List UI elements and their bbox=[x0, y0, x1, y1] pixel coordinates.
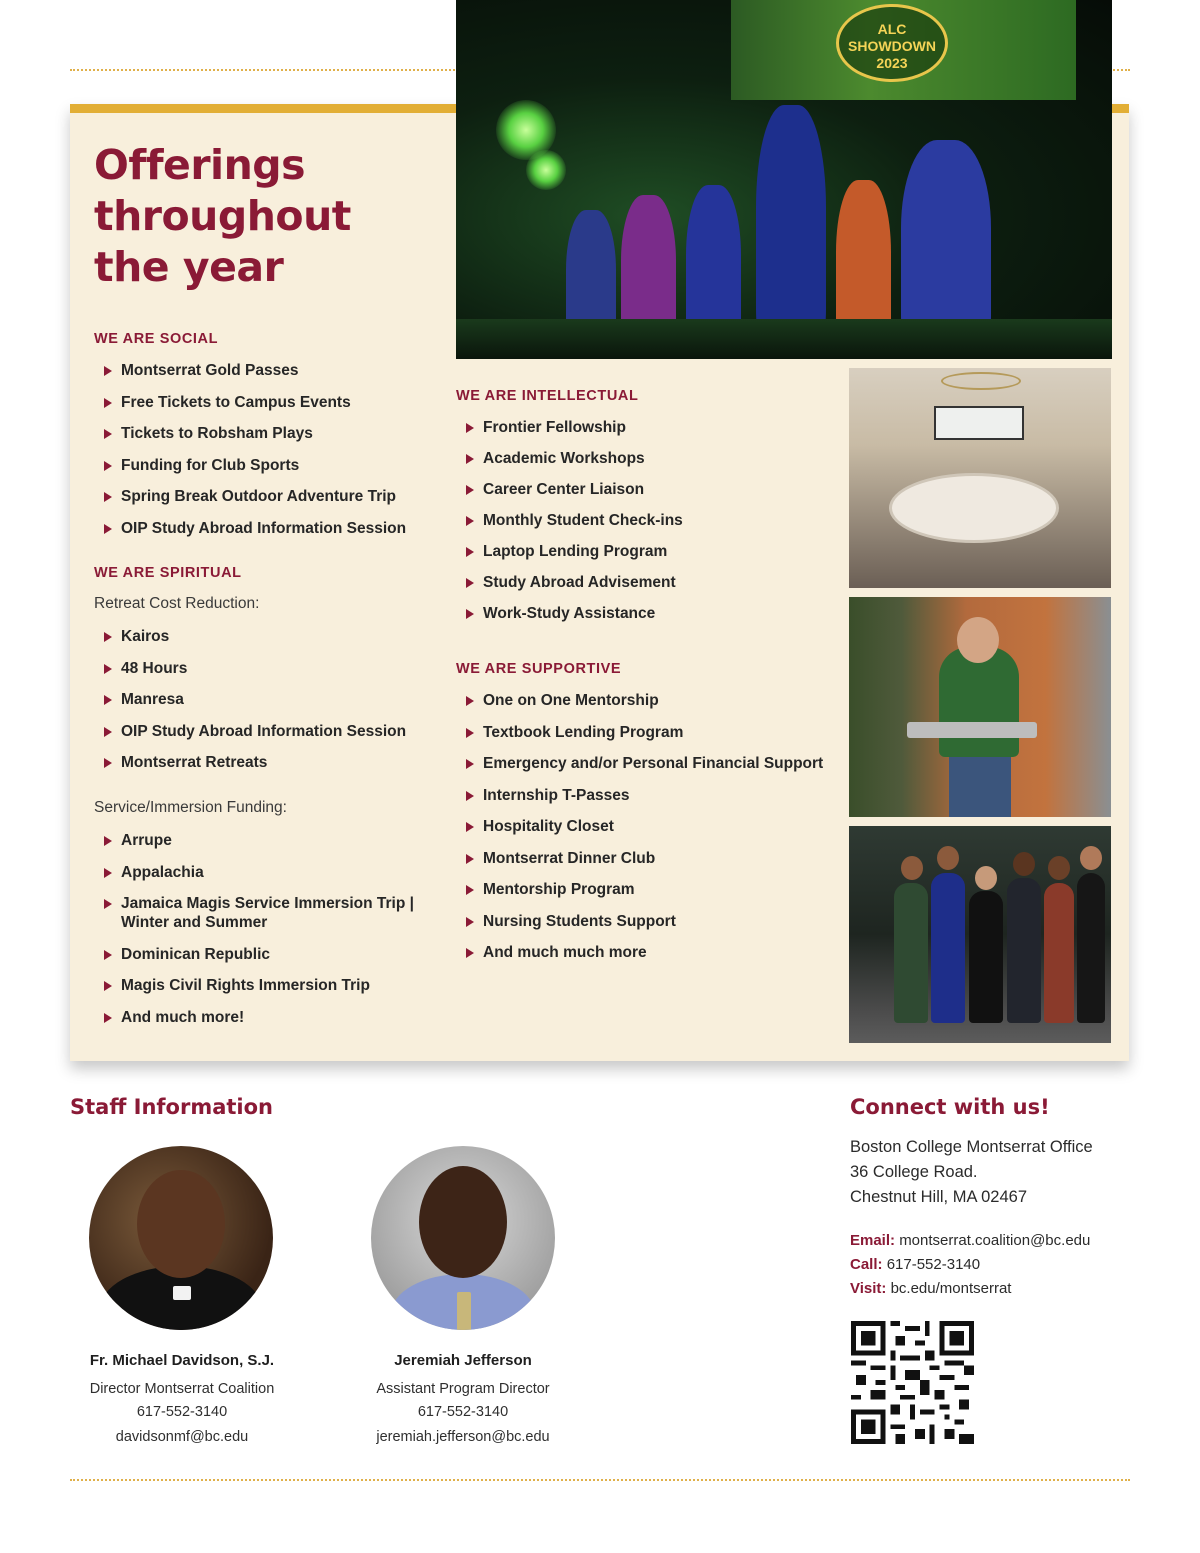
arrow-bullet-icon bbox=[466, 454, 474, 464]
connect-heading: Connect with us! bbox=[850, 1095, 1050, 1119]
arrow-bullet-icon bbox=[104, 950, 112, 960]
list-item bbox=[94, 1008, 434, 1027]
list-item-text: And much more! bbox=[121, 1008, 245, 1026]
intellectual-list bbox=[456, 418, 683, 635]
list-item-text: Internship T-Passes bbox=[483, 786, 630, 804]
person-head bbox=[957, 617, 999, 663]
showdown-logo: ALC SHOWDOWN 2023 bbox=[836, 4, 948, 82]
list-item-text: Work-Study Assistance bbox=[483, 605, 656, 622]
arrow-bullet-icon bbox=[104, 758, 112, 768]
list-item-text: Kairos bbox=[121, 628, 170, 645]
group-formal-photo bbox=[849, 826, 1111, 1043]
list-item bbox=[456, 480, 683, 499]
list-item bbox=[456, 880, 823, 899]
arrow-bullet-icon bbox=[104, 366, 112, 376]
email-link[interactable]: montserrat.coalition@bc.edu bbox=[899, 1232, 1091, 1249]
visit-label: Visit: bbox=[850, 1280, 887, 1297]
list-item-text: Nursing Students Support bbox=[483, 912, 676, 930]
jamaica-trip-photo bbox=[849, 597, 1111, 817]
arrow-bullet-icon bbox=[466, 948, 474, 958]
arrow-bullet-icon bbox=[466, 696, 474, 706]
stage-light bbox=[526, 150, 566, 190]
arrow-bullet-icon bbox=[466, 423, 474, 433]
list-item bbox=[94, 753, 406, 772]
group-member bbox=[1077, 873, 1105, 1023]
intellectual-heading: WE ARE INTELLECTUAL bbox=[456, 388, 639, 404]
staff-portrait-davidson bbox=[89, 1146, 273, 1330]
list-item-text: Montserrat Dinner Club bbox=[483, 849, 656, 867]
staff-role-jefferson: Assistant Program Director bbox=[376, 1381, 550, 1397]
social-heading: WE ARE SOCIAL bbox=[94, 331, 219, 347]
retreat-note: Retreat Cost Reduction: bbox=[94, 595, 260, 612]
arrow-bullet-icon bbox=[104, 836, 112, 846]
group-member bbox=[1044, 883, 1074, 1023]
group-member-head bbox=[901, 856, 923, 880]
arrow-bullet-icon bbox=[104, 1013, 112, 1023]
arrow-bullet-icon bbox=[104, 981, 112, 991]
arrow-bullet-icon bbox=[104, 868, 112, 878]
list-item-text: Funding for Club Sports bbox=[121, 456, 300, 474]
list-item bbox=[456, 691, 823, 710]
list-item bbox=[94, 690, 406, 709]
list-item bbox=[94, 361, 406, 380]
group-member-head bbox=[937, 846, 959, 870]
arrow-bullet-icon bbox=[466, 917, 474, 927]
list-item-text: Spring Break Outdoor Adventure Trip bbox=[121, 488, 397, 505]
qr-code-icon[interactable] bbox=[851, 1321, 974, 1444]
list-item bbox=[456, 723, 823, 742]
list-item-text: Montserrat Gold Passes bbox=[121, 362, 299, 379]
list-item-text: Arrupe bbox=[121, 832, 172, 849]
group-member bbox=[969, 891, 1003, 1023]
staff-heading: Staff Information bbox=[70, 1095, 274, 1119]
staff-name-jefferson: Jeremiah Jefferson bbox=[394, 1352, 532, 1369]
person-shirt bbox=[939, 647, 1019, 757]
list-item-text: Montserrat Retreats bbox=[121, 754, 268, 771]
stage-performance-photo bbox=[456, 0, 1112, 359]
list-item bbox=[456, 943, 823, 962]
staff-name-davidson: Fr. Michael Davidson, S.J. bbox=[89, 1352, 275, 1369]
list-item-text: Free Tickets to Campus Events bbox=[121, 393, 351, 411]
list-item bbox=[94, 424, 406, 443]
group-member-head bbox=[1080, 846, 1102, 870]
contact-email bbox=[850, 1232, 1090, 1249]
staff-portrait-jefferson bbox=[371, 1146, 555, 1330]
list-item-text: Academic Workshops bbox=[483, 450, 645, 467]
service-note: Service/Immersion Funding: bbox=[94, 799, 287, 816]
list-item bbox=[94, 519, 406, 538]
arrow-bullet-icon bbox=[466, 854, 474, 864]
staff-phone-davidson: 617-552-3140 bbox=[136, 1404, 228, 1420]
social-list bbox=[94, 361, 406, 550]
list-item-text: Tickets to Robsham Plays bbox=[121, 425, 313, 442]
chandelier bbox=[941, 372, 1021, 390]
visit-link[interactable]: bc.edu/montserrat bbox=[890, 1280, 1012, 1297]
arrow-bullet-icon bbox=[466, 547, 474, 557]
supportive-list bbox=[456, 691, 823, 975]
wall-art bbox=[934, 406, 1024, 440]
arrow-bullet-icon bbox=[466, 728, 474, 738]
arrow-bullet-icon bbox=[466, 485, 474, 495]
spiritual-heading: WE ARE SPIRITUAL bbox=[94, 565, 242, 581]
list-item-text: Magis Civil Rights Immersion Trip bbox=[121, 977, 370, 994]
list-item-text: Emergency and/or Personal Financial Support bbox=[483, 755, 824, 772]
list-item bbox=[94, 894, 434, 932]
arrow-bullet-icon bbox=[104, 461, 112, 471]
list-item-text: 48 Hours bbox=[121, 659, 188, 677]
list-item-text: Monthly Student Check-ins bbox=[483, 512, 683, 529]
staff-role-davidson: Director Montserrat Coalition bbox=[89, 1381, 275, 1397]
call-label: Call: bbox=[850, 1256, 883, 1273]
dinner-club-photo bbox=[849, 368, 1111, 588]
arrow-bullet-icon bbox=[466, 516, 474, 526]
arrow-bullet-icon bbox=[104, 492, 112, 502]
list-item bbox=[94, 487, 406, 506]
list-item-text: Textbook Lending Program bbox=[483, 723, 684, 741]
staff-phone-jefferson: 617-552-3140 bbox=[417, 1404, 509, 1420]
list-item bbox=[94, 863, 434, 882]
list-item bbox=[456, 542, 683, 561]
list-item-text: Appalachia bbox=[121, 863, 204, 881]
page-title: Offerings throughout the year bbox=[94, 141, 351, 291]
arrow-bullet-icon bbox=[466, 759, 474, 769]
address-line-2: 36 College Road. bbox=[850, 1163, 978, 1181]
group-member-head bbox=[1013, 852, 1035, 876]
list-item bbox=[456, 573, 683, 592]
list-item bbox=[94, 393, 406, 412]
list-item bbox=[94, 627, 406, 646]
list-item bbox=[94, 659, 406, 678]
list-item bbox=[94, 722, 406, 741]
arrow-bullet-icon bbox=[104, 398, 112, 408]
group-member bbox=[931, 873, 965, 1023]
address-line-3: Chestnut Hill, MA 02467 bbox=[850, 1188, 1028, 1206]
list-item bbox=[94, 945, 434, 964]
list-item bbox=[456, 817, 823, 836]
list-item bbox=[94, 456, 406, 475]
group-member-head bbox=[975, 866, 997, 890]
food-tray bbox=[907, 722, 1037, 738]
list-item-text: Jamaica Magis Service Immersion Trip | Winter and Summer bbox=[121, 895, 414, 931]
call-number[interactable]: 617-552-3140 bbox=[886, 1256, 981, 1273]
list-item bbox=[94, 976, 434, 995]
list-item bbox=[456, 786, 823, 805]
list-item-text: OIP Study Abroad Information Session bbox=[121, 722, 407, 740]
arrow-bullet-icon bbox=[466, 885, 474, 895]
arrow-bullet-icon bbox=[104, 695, 112, 705]
group-member bbox=[894, 883, 928, 1023]
email-label: Email: bbox=[850, 1232, 896, 1249]
arrow-bullet-icon bbox=[466, 578, 474, 588]
list-item-text: And much much more bbox=[483, 944, 647, 961]
arrow-bullet-icon bbox=[104, 632, 112, 642]
contact-visit bbox=[850, 1280, 1011, 1297]
address-line-1: Boston College Montserrat Office bbox=[850, 1138, 1093, 1156]
list-item-text: Hospitality Closet bbox=[483, 818, 614, 835]
arrow-bullet-icon bbox=[104, 899, 112, 909]
list-item-text: Frontier Fellowship bbox=[483, 419, 626, 436]
staff-email-jefferson[interactable]: jeremiah.jefferson@bc.edu bbox=[376, 1429, 550, 1445]
arrow-bullet-icon bbox=[466, 791, 474, 801]
list-item-text: Dominican Republic bbox=[121, 945, 270, 963]
arrow-bullet-icon bbox=[104, 429, 112, 439]
supportive-heading: WE ARE SUPPORTIVE bbox=[456, 661, 622, 677]
service-list bbox=[94, 831, 434, 1039]
arrow-bullet-icon bbox=[466, 822, 474, 832]
list-item bbox=[456, 912, 823, 931]
list-item bbox=[456, 511, 683, 530]
staff-email-davidson[interactable]: davidsonmf@bc.edu bbox=[115, 1429, 249, 1445]
list-item-text: One on One Mentorship bbox=[483, 692, 659, 709]
list-item-text: OIP Study Abroad Information Session bbox=[121, 519, 407, 537]
contact-call bbox=[850, 1256, 980, 1273]
arrow-bullet-icon bbox=[104, 727, 112, 737]
list-item bbox=[94, 831, 434, 850]
arrow-bullet-icon bbox=[104, 664, 112, 674]
round-table bbox=[889, 473, 1059, 543]
list-item-text: Laptop Lending Program bbox=[483, 543, 668, 560]
retreat-list bbox=[94, 627, 406, 785]
group-member bbox=[1007, 878, 1041, 1023]
list-item-text: Mentorship Program bbox=[483, 881, 635, 898]
group-member-head bbox=[1048, 856, 1070, 880]
list-item bbox=[456, 449, 683, 468]
list-item-text: Career Center Liaison bbox=[483, 481, 645, 498]
list-item bbox=[456, 754, 823, 773]
person-legs bbox=[949, 752, 1011, 817]
list-item bbox=[456, 418, 683, 437]
list-item bbox=[456, 849, 823, 868]
list-item-text: Manresa bbox=[121, 691, 184, 708]
list-item bbox=[456, 604, 683, 623]
bottom-dotted-divider bbox=[70, 1479, 1130, 1481]
arrow-bullet-icon bbox=[466, 609, 474, 619]
stage-floor bbox=[456, 319, 1112, 359]
list-item-text: Study Abroad Advisement bbox=[483, 574, 676, 591]
arrow-bullet-icon bbox=[104, 524, 112, 534]
